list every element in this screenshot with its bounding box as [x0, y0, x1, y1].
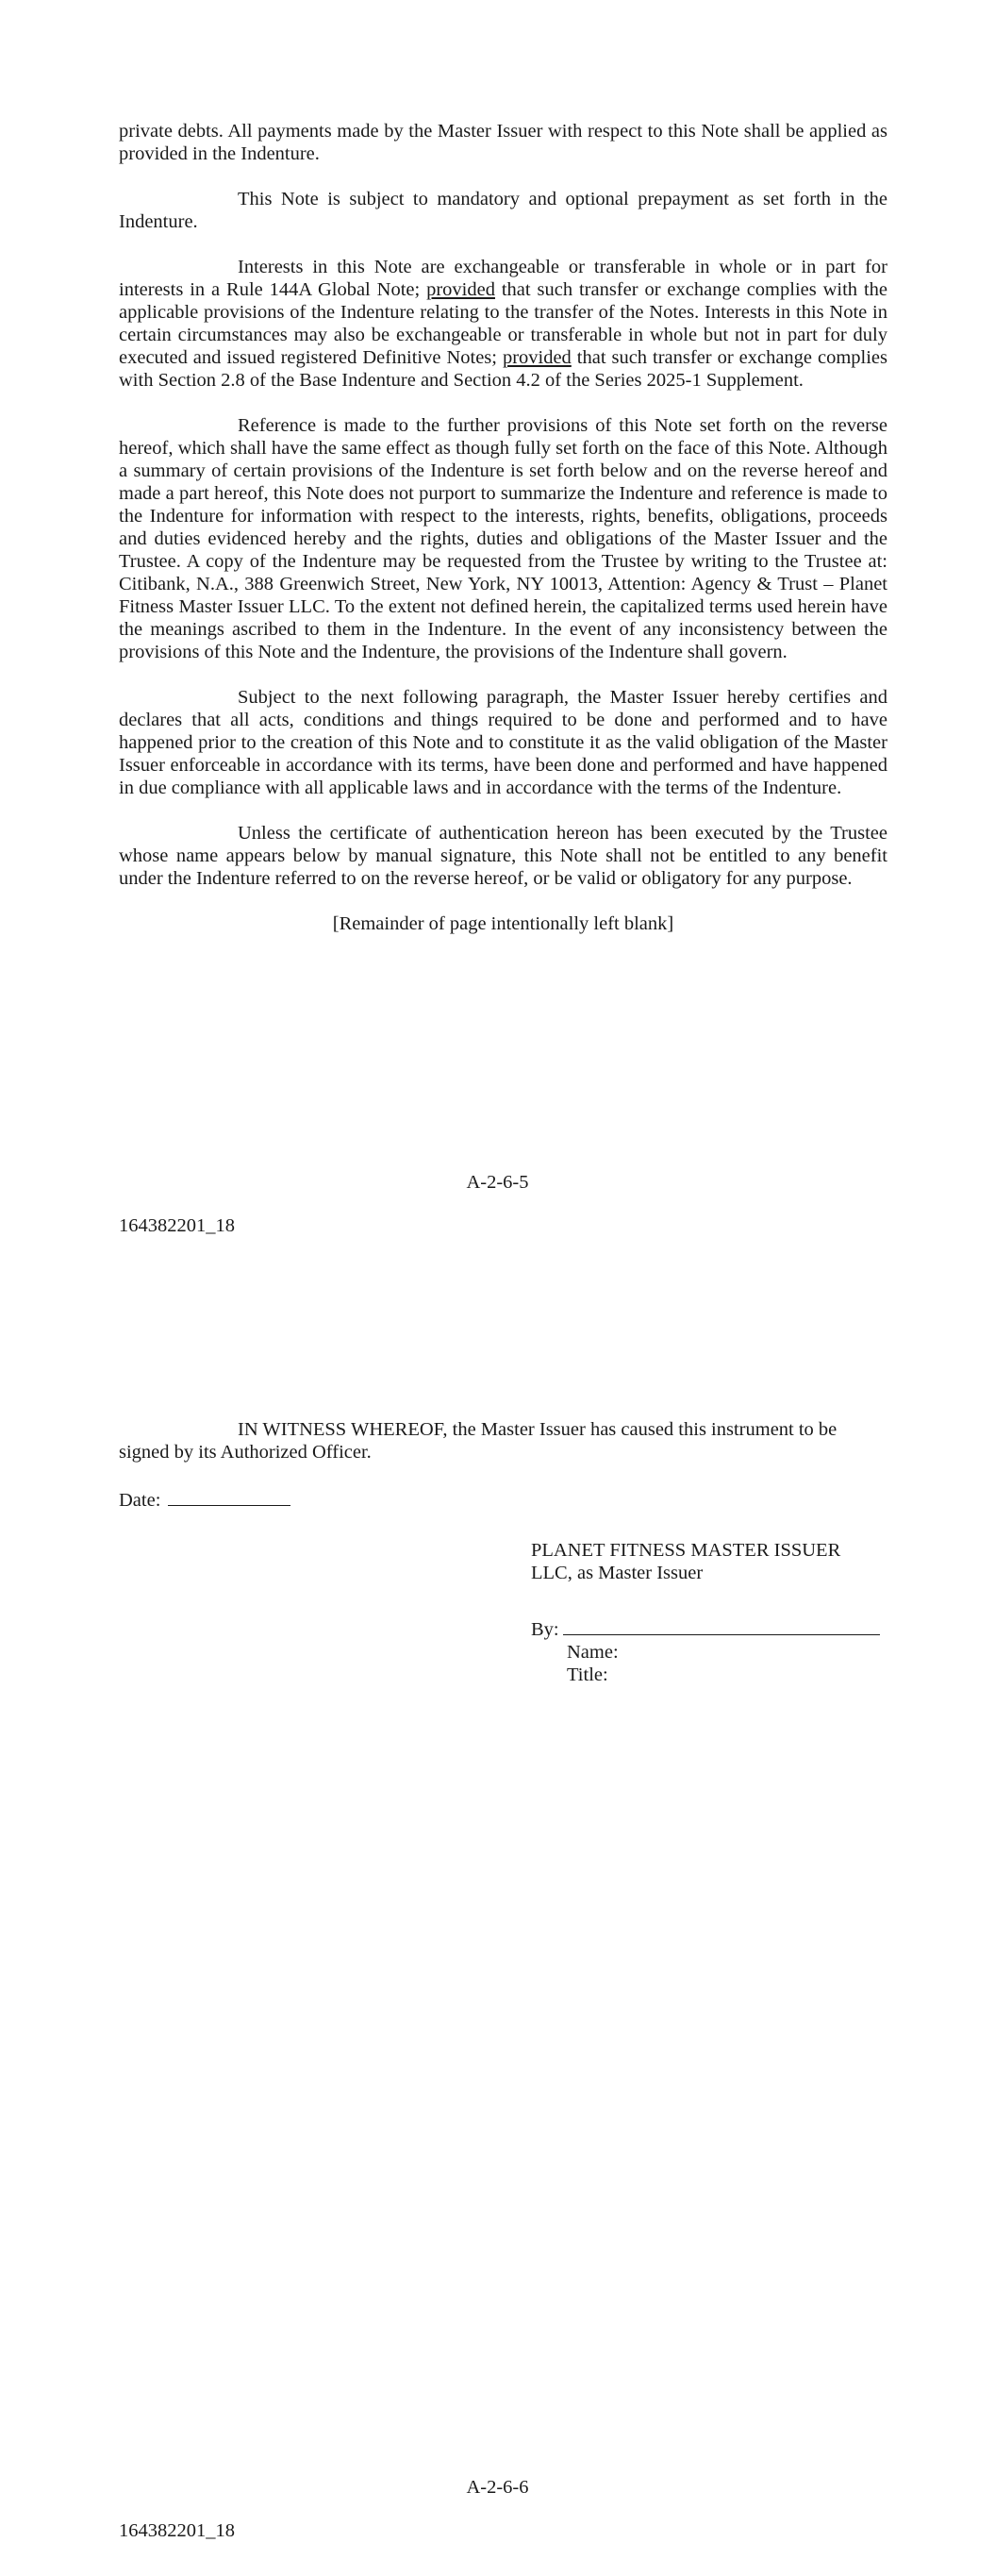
- document-id: 164382201_18: [119, 1215, 235, 1236]
- paragraph-text: that such transfer or exchange complies with the applicable provisions of the Indenture relating to the transfer of the Notes. Interests in this Note in certain circumstances may also be exchangeable or transferable in whole but not in part for duly executed and issued registered Definitive Notes;: [119, 279, 887, 368]
- paragraph-text: Unless the certificate of authentication hereon has been executed by the Trustee whose name appears below by manual signature, this Note shall not be entitled to any benefit under the Indenture referred to on the reverse hereof, or be valid or obligatory for any purpose.: [119, 823, 887, 889]
- paragraph-list: [119, 120, 887, 890]
- entity-name-line-1: PLANET FITNESS MASTER ISSUER: [531, 1540, 841, 1561]
- underlined-term: provided: [426, 279, 495, 300]
- body-paragraph: [119, 256, 887, 392]
- body-paragraph: [119, 686, 887, 799]
- page-1-body: [119, 120, 887, 958]
- body-paragraph: [119, 120, 887, 165]
- document-page-2: [0, 1288, 995, 2576]
- body-paragraph: [119, 822, 887, 890]
- entity-name-line-2: LLC, as Master Issuer: [531, 1563, 704, 1583]
- paragraph-text: private debts. All payments made by the Master Issuer with respect to this Note shall be applied as provided in the Indenture.: [119, 121, 887, 164]
- paragraph-text: Subject to the next following paragraph, the Master Issuer hereby certifies and declares that all acts, conditions and things required to be done and performed and to have happened prior to the creation of this Note and to constitute it as the valid obligation of the Master Issuer enforceable in accordance with its terms, have been done and performed and have happened in due compliance with all applicable laws and in accordance with the terms of the Indenture.: [119, 687, 887, 798]
- date-blank-field: [168, 1486, 290, 1506]
- signature-block: [531, 1539, 889, 1686]
- title-label: Title:: [567, 1664, 608, 1685]
- paragraph-text: Reference is made to the further provisions of this Note set forth on the reverse hereof, which shall have the same effect as though fully set forth on the face of this Note. Although a summary of certain provisions of the Indenture is set forth below and on the reverse hereof and made a part hereof, this Note does not purport to summarize the Indenture and reference is made to the Indenture for information with respect to the interests, rights, benefits, obligations, proceeds and duties evidenced hereby and the rights, duties and obligations of the Master Issuer and the Trustee. A copy of the Indenture may be requested from the Trustee by writing to the Trustee at: Citibank, N.A., 388 Greenwich Street, New York, NY 10013, Attention: Agency & Trust – Planet Fitness Master Issuer LLC. To the extent not defined herein, the capitalized terms used herein have the meanings ascribed to them in the Indenture. In the event of any inconsistency between the provisions of this Note and the Indenture, the provisions of the Indenture shall govern.: [119, 415, 887, 662]
- by-label: By:: [531, 1619, 559, 1640]
- body-paragraph: [119, 414, 887, 663]
- paragraph-text: that such transfer or exchange complies with Section 2.8 of the Base Indenture and Section 4.2 of the Series 2025-1 Supplement.: [119, 347, 887, 391]
- document-id: 164382201_18: [119, 2520, 235, 2541]
- name-label: Name:: [567, 1642, 619, 1663]
- date-line: [119, 1486, 290, 1512]
- body-paragraph: [119, 188, 887, 233]
- signature-line: [563, 1615, 880, 1635]
- witness-clause: [119, 1418, 887, 1464]
- page-number: A-2-6-6: [466, 2477, 529, 2498]
- remainder-note: [Remainder of page intentionally left blank]: [332, 913, 674, 934]
- paragraph-text: This Note is subject to mandatory and optional prepayment as set forth in the Indenture.: [119, 189, 887, 232]
- page-number: A-2-6-5: [466, 1172, 529, 1193]
- witness-text: IN WITNESS WHEREOF, the Master Issuer has caused this instrument to be signed by its Authorized Officer.: [119, 1419, 837, 1463]
- date-label: Date:: [119, 1490, 161, 1511]
- paragraph-text: Interests in this Note are exchangeable or transferable in whole or in part for interests in a Rule 144A Global Note;: [119, 257, 887, 300]
- signature-by-row: [531, 1615, 889, 1641]
- underlined-term: provided: [502, 347, 572, 368]
